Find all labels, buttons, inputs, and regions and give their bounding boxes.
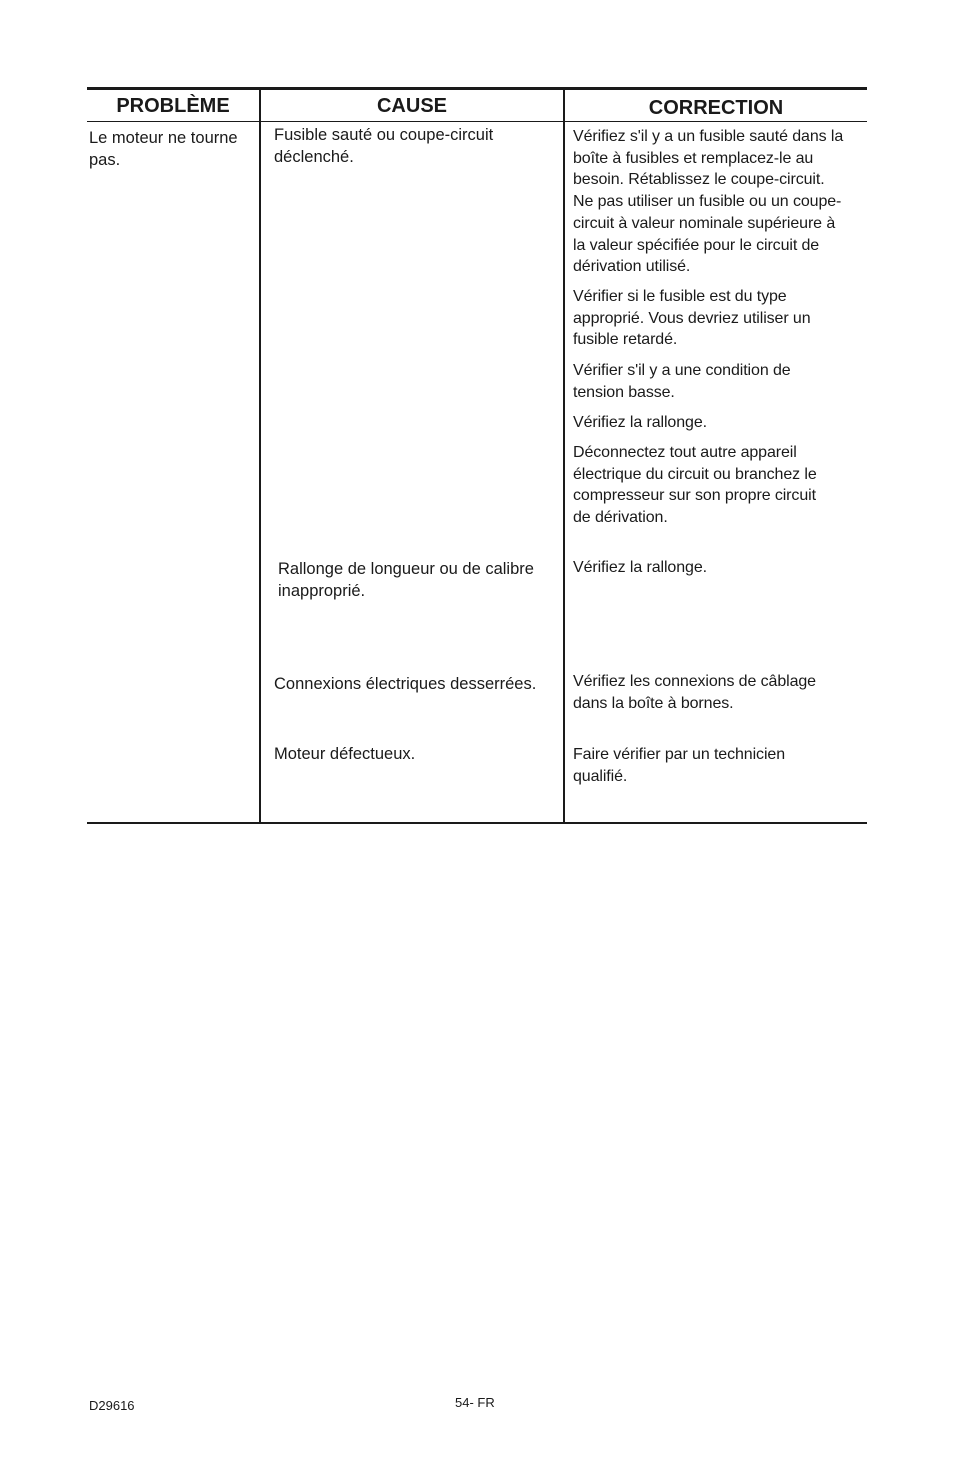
cause-defective-motor <box>274 743 415 765</box>
problem-text <box>89 127 238 171</box>
column-divider-1 <box>259 89 261 824</box>
correction-wiring <box>573 671 816 714</box>
doc-number: D29616 <box>89 1398 135 1413</box>
correction-extension-cord <box>573 412 707 434</box>
cause-line: inapproprié. <box>278 582 366 600</box>
correction-line: Déconnectez tout autre appareil <box>573 444 797 461</box>
correction-line: tension basse. <box>573 383 675 401</box>
cause-line: déclenché. <box>274 148 354 166</box>
correction-line: besoin. Rétablissez le coupe-circuit. <box>573 171 825 189</box>
cause-line: Connexions électriques desserrées. <box>274 675 537 693</box>
header-correction: CORRECTION <box>648 97 784 119</box>
correction-line: circuit à valeur nominale supérieure à <box>573 214 836 232</box>
correction-fuse-check <box>573 126 843 278</box>
cause-loose-connections <box>274 673 536 695</box>
cause-extension-cord <box>278 558 534 602</box>
correction-line: de dérivation. <box>573 509 668 527</box>
cause-line: Rallonge de longueur ou de calibre <box>278 560 534 578</box>
problem-line: pas. <box>89 151 121 169</box>
correction-line: Vérifier si le fusible est du type <box>573 288 787 305</box>
header-problem: PROBLÈME <box>116 95 230 117</box>
correction-line: électrique du circuit ou branchez le <box>573 465 817 483</box>
correction-fuse-type <box>573 286 811 351</box>
correction-line: Faire vérifier par un technicien <box>573 746 786 763</box>
cause-line: Moteur défectueux. <box>274 745 416 763</box>
correction-disconnect <box>573 442 817 529</box>
table-bottom-rule <box>87 822 867 824</box>
troubleshooting-table <box>87 87 867 825</box>
correction-extension-cord-2 <box>573 557 707 579</box>
correction-line: compresseur sur son propre circuit <box>573 487 816 505</box>
correction-line: Ne pas utiliser un fusible ou un coupe- <box>573 193 842 211</box>
correction-line: approprié. Vous devriez utiliser un <box>573 309 811 327</box>
correction-low-voltage <box>573 360 791 403</box>
correction-line: Vérifiez la rallonge. <box>573 559 707 576</box>
header-cause: CAUSE <box>376 95 447 117</box>
correction-line: dérivation utilisé. <box>573 258 691 276</box>
correction-line: Vérifier s'il y a une condition de <box>573 362 791 379</box>
problem-line: Le moteur ne tourne <box>89 129 238 147</box>
correction-line: fusible retardé. <box>573 331 678 349</box>
cause-line: Fusible sauté ou coupe-circuit <box>274 126 494 144</box>
correction-technician <box>573 744 785 787</box>
correction-line: boîte à fusibles et remplacez-le au <box>573 149 814 167</box>
correction-line: dans la boîte à bornes. <box>573 694 734 712</box>
cause-fuse <box>274 124 493 168</box>
correction-line: Vérifiez les connexions de câblage <box>573 673 816 690</box>
correction-line: Vérifiez s'il y a un fusible sauté dans la <box>573 128 844 145</box>
column-divider-2 <box>563 89 565 824</box>
correction-line: qualifié. <box>573 767 628 785</box>
correction-line: Vérifiez la rallonge. <box>573 414 707 431</box>
correction-line: la valeur spécifiée pour le circuit de <box>573 236 820 254</box>
page-number: 54- FR <box>455 1395 495 1410</box>
